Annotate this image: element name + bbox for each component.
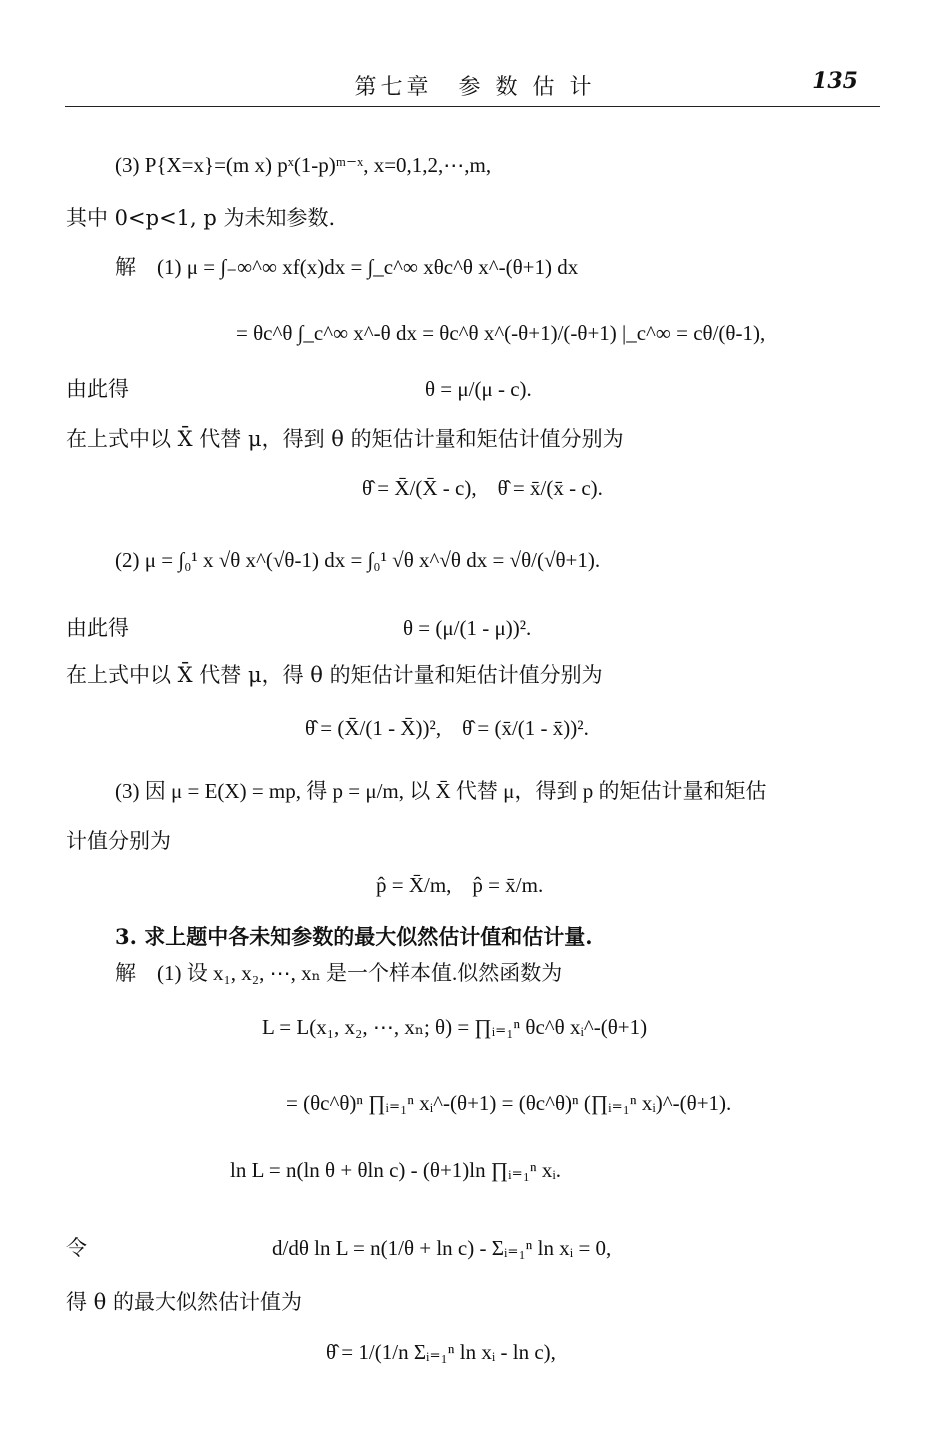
pmf-line: (3) P{X=x}=(m x) pˣ(1-p)ᵐ⁻ˣ, x=0,1,2,⋯,m, bbox=[115, 153, 492, 177]
solution-3-text-cont: 计值分别为 bbox=[66, 829, 171, 853]
substitute-text-2: 在上式中以 X̄ 代替 μ，得 θ 的矩估计量和矩估计值分别为 bbox=[66, 663, 603, 687]
solution-3-text: (3) 因 μ = E(X) = mp, 得 p = μ/m, 以 X̄ 代替 μ，得到 p 的矩估计量和矩估 bbox=[115, 779, 767, 803]
solution-1-mean: 解 (1) μ = ∫₋∞^∞ xf(x)dx = ∫_c^∞ xθc^θ x^-(θ+1) dx bbox=[115, 255, 579, 279]
mle-intro: 得 θ 的最大似然估计值为 bbox=[66, 1290, 302, 1314]
likelihood-intro: 解 (1) 设 x₁, x₂, ⋯, xₙ 是一个样本值.似然函数为 bbox=[115, 961, 563, 985]
mle-result: θ̂ = 1/(1/n Σᵢ₌₁ⁿ ln xᵢ - ln c), bbox=[326, 1340, 556, 1364]
derivative-eq: d/dθ ln L = n(1/θ + ln c) - Σᵢ₌₁ⁿ ln xᵢ = 0, bbox=[272, 1236, 612, 1260]
log-likelihood-eq: ln L = n(ln θ + θln c) - (θ+1)ln ∏ᵢ₌₁ⁿ xᵢ. bbox=[230, 1158, 562, 1182]
solution-1-mean-cont: = θc^θ ∫_c^∞ x^-θ dx = θc^θ x^(-θ+1)/(-θ+1) |_c^∞ = cθ/(θ-1), bbox=[236, 321, 766, 345]
chapter-title: 第七章 参 数 估 计 bbox=[354, 75, 596, 100]
theta-from-mu-2: θ = (μ/(1 - μ))². bbox=[403, 616, 532, 640]
substitute-text-1: 在上式中以 X̄ 代替 μ，得到 θ 的矩估计量和矩估计值分别为 bbox=[66, 427, 624, 451]
let-label: 令 bbox=[66, 1236, 87, 1260]
theta-from-mu-1: θ = μ/(μ - c). bbox=[425, 377, 532, 401]
thereby-label-2: 由此得 bbox=[66, 616, 129, 640]
param-note: 其中 0<p<1, p 为未知参数. bbox=[66, 206, 336, 230]
moment-estimates-2: θ̂ = (X̄/(1 - X̄))², θ̂ = (x̄/(1 - x̄))². bbox=[305, 716, 589, 740]
page-number: 135 bbox=[812, 68, 858, 94]
thereby-label-1: 由此得 bbox=[66, 377, 129, 401]
solution-2-mean: (2) μ = ∫₀¹ x √θ x^(√θ-1) dx = ∫₀¹ √θ x^√θ dx = √θ/(√θ+1). bbox=[115, 548, 601, 572]
likelihood-eq-2: = (θc^θ)ⁿ ∏ᵢ₌₁ⁿ xᵢ^-(θ+1) = (θc^θ)ⁿ (∏ᵢ₌₁ⁿ xᵢ)^-(θ+1). bbox=[286, 1091, 732, 1115]
problem-3-statement: 3. 求上题中各未知参数的最大似然估计值和估计量. bbox=[115, 924, 593, 949]
header-rule bbox=[65, 106, 880, 107]
moment-estimates-1: θ̂ = X̄/(X̄ - c), θ̂ = x̄/(x̄ - c). bbox=[362, 476, 603, 500]
likelihood-eq-1: L = L(x₁, x₂, ⋯, xₙ; θ) = ∏ᵢ₌₁ⁿ θc^θ xᵢ^-(θ+1) bbox=[262, 1015, 648, 1039]
moment-estimates-3: p̂ = X̄/m, p̂ = x̄/m. bbox=[376, 873, 544, 897]
